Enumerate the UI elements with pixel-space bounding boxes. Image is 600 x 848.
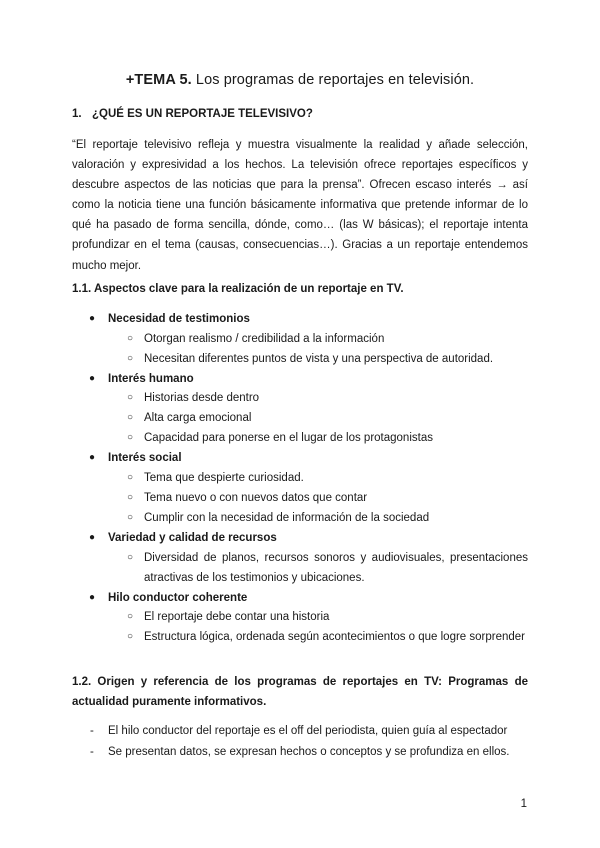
bullet-icon: ● <box>89 452 96 463</box>
list-item-label: Interés humano <box>108 373 194 385</box>
section-1-heading-text: ¿QUÉ ES UN REPORTAJE TELEVISIVO? <box>92 108 313 120</box>
title-rest: Los programas de reportajes en televisión. <box>191 72 475 88</box>
section-1-heading <box>72 108 313 120</box>
bullet-icon: ● <box>89 592 96 603</box>
circle-bullet-icon: ○ <box>127 472 134 483</box>
sub-item-text: Diversidad de planos, recursos sonoros y audiovisuales, presentaciones atractivas de los testimonios y ubicaciones. <box>144 552 528 584</box>
sub-item-text: Otorgan realismo / credibilidad a la información <box>144 333 385 345</box>
circle-bullet-icon: ○ <box>127 432 134 443</box>
sub-item-text: Necesitan diferentes puntos de vista y una perspectiva de autoridad. <box>144 353 494 365</box>
sub-item <box>127 468 528 488</box>
bullet-icon: ● <box>89 313 96 324</box>
sub-item-text: Alta carga emocional <box>144 412 252 424</box>
intro-paragraph: “El reportaje televisivo refleja y muestra visualmente la realidad y añade selección, valoración y expresividad a los hechos. La televisión ofrece reportajes específicos y descubre aspectos de las noticias que para la prensa”. Ofrecen escaso interés → así como la noticia tiene una función básicamente informativa que pretende informar de lo qué ha pasado de forma sencilla, dónde, como… (las W básicas); el reportaje intenta profundizar en el tema (causas, consecuencias…). Gracias a un reportaje entendemos mucho mejor. <box>72 139 528 272</box>
list-item-label: Variedad y calidad de recursos <box>108 532 277 544</box>
circle-bullet-icon: ○ <box>127 552 134 563</box>
section-1-number: 1. <box>72 108 82 120</box>
sub-item <box>127 329 528 349</box>
sub-item-text: Historias desde dentro <box>144 392 260 404</box>
bullet-icon: ● <box>89 373 96 384</box>
sub-item-text: Estructura lógica, ordenada según acontecimientos o que logre sorprender <box>144 631 526 643</box>
list-item-label: Hilo conductor coherente <box>108 592 248 604</box>
section-1-1-heading: 1.1. Aspectos clave para la realización de un reportaje en TV. <box>72 283 404 295</box>
sub-item <box>127 428 528 448</box>
list-item-hilo-conductor <box>89 588 248 608</box>
list-item-label: Necesidad de testimonios <box>108 313 250 325</box>
page-title <box>0 72 600 88</box>
sub-item <box>127 548 528 588</box>
sub-item-text: El reportaje debe contar una historia <box>144 611 330 623</box>
circle-bullet-icon: ○ <box>127 631 134 642</box>
circle-bullet-icon: ○ <box>127 492 134 503</box>
dash-item-text: Se presentan datos, se expresan hechos o conceptos y se profundiza en ellos. <box>108 746 510 758</box>
list-item-interes-social <box>89 448 182 468</box>
list-item-label: Interés social <box>108 452 182 464</box>
sub-item <box>127 388 528 408</box>
dash-item <box>90 721 508 741</box>
circle-bullet-icon: ○ <box>127 353 134 364</box>
dash-item-text: El hilo conductor del reportaje es el off del periodista, quien guía al espectador <box>108 725 508 737</box>
sub-item <box>127 627 528 647</box>
bullet-icon: ● <box>89 532 96 543</box>
sub-item-text: Cumplir con la necesidad de información de la sociedad <box>144 512 430 524</box>
sub-item-text: Tema nuevo o con nuevos datos que contar <box>144 492 368 504</box>
circle-bullet-icon: ○ <box>127 412 134 423</box>
dash-icon: - <box>90 725 94 737</box>
dash-icon: - <box>90 746 94 758</box>
page-number: 1 <box>520 798 527 810</box>
sub-item <box>127 508 528 528</box>
circle-bullet-icon: ○ <box>127 392 134 403</box>
sub-item <box>127 349 528 369</box>
sub-item-text: Tema que despierte curiosidad. <box>144 472 304 484</box>
list-item-interes-humano <box>89 369 194 389</box>
circle-bullet-icon: ○ <box>127 611 134 622</box>
list-item-testimonios <box>89 309 250 329</box>
title-bold: +TEMA 5. <box>125 72 192 88</box>
sub-item <box>127 607 528 627</box>
list-item-variedad-recursos <box>89 528 277 548</box>
section-1-2-heading: 1.2. Origen y referencia de los programas de reportajes en TV: Programas de actualidad puramente informativos. <box>72 676 528 708</box>
sub-item-text: Capacidad para ponerse en el lugar de los protagonistas <box>144 432 433 444</box>
circle-bullet-icon: ○ <box>127 512 134 523</box>
circle-bullet-icon: ○ <box>127 333 134 344</box>
sub-item <box>127 408 528 428</box>
sub-item <box>127 488 528 508</box>
dash-item <box>90 742 510 762</box>
